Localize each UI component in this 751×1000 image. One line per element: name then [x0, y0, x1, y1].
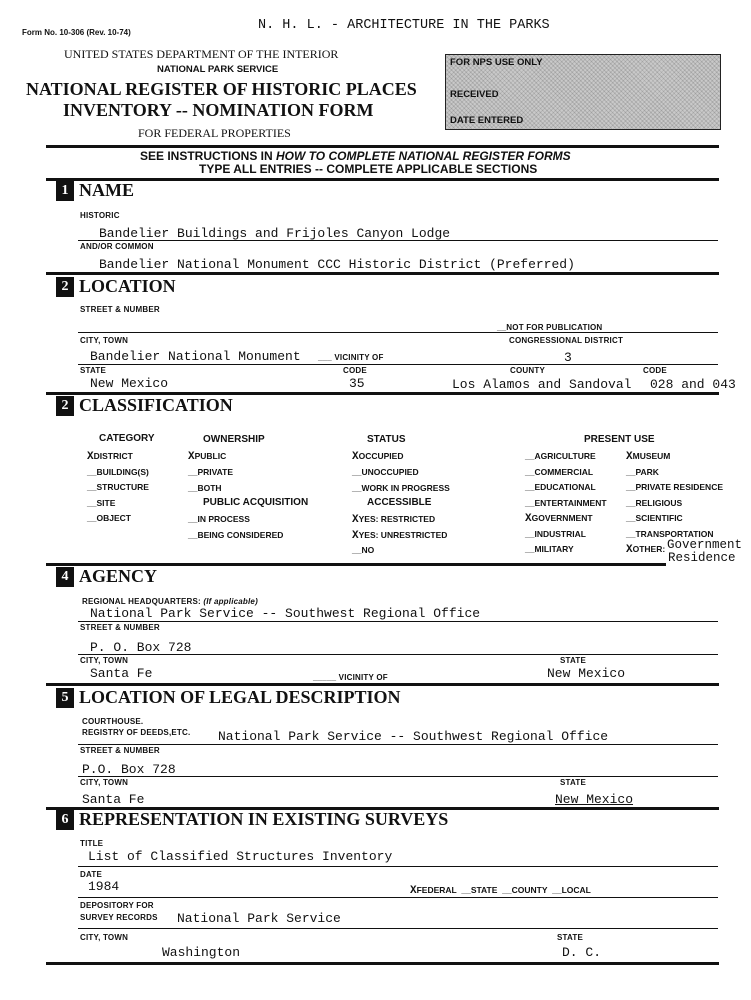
survey-title-label: TITLE [80, 839, 104, 848]
survey-level-options [410, 885, 591, 897]
city-line [78, 364, 718, 365]
checkbox-option[interactable] [626, 498, 682, 510]
checkbox-option[interactable] [87, 513, 131, 525]
depository-label-2: SURVEY RECORDS [80, 913, 158, 922]
agency-street-label: STREET & NUMBER [80, 623, 160, 632]
section-4-number: 4 [56, 567, 74, 587]
state-label: STATE [80, 366, 107, 375]
checkbox-blank: __ [525, 528, 535, 539]
public-acquisition-header: PUBLIC ACQUISITION [203, 497, 309, 508]
checkbox-mark: X [626, 544, 633, 556]
checkbox-option[interactable] [525, 529, 586, 541]
agency-city-value[interactable]: Santa Fe [90, 666, 153, 681]
checkbox-option[interactable] [352, 483, 450, 495]
checkbox-mark: X [525, 513, 532, 525]
checkbox-option[interactable] [525, 544, 574, 556]
checkbox-label: SCIENTIFIC [635, 513, 683, 523]
status-header: STATUS [367, 434, 406, 445]
checkbox-label: PARK [635, 466, 659, 477]
instructions-line-1 [140, 149, 571, 163]
county-option[interactable]: __COUNTY [499, 885, 548, 895]
checkbox-blank: __ [87, 497, 97, 508]
checkbox-option[interactable] [87, 467, 149, 479]
section-2-title: LOCATION [79, 276, 176, 296]
checkbox-label: YES: UNRESTRICTED [358, 529, 448, 540]
survey-state-value[interactable]: D. C. [562, 945, 602, 960]
regional-hq-text: REGIONAL HEADQUARTERS: [82, 597, 201, 606]
accessible-header: ACCESSIBLE [367, 497, 432, 508]
checkbox-label: YES: RESTRICTED [358, 514, 436, 524]
checkbox-blank: __ [87, 513, 97, 523]
checkbox-label: BEING CONSIDERED [197, 529, 284, 540]
checkbox-label: IN PROCESS [197, 514, 250, 524]
checkbox-label: OCCUPIED [358, 451, 404, 461]
checkbox-blank: __ [87, 466, 97, 477]
legal-street-line [78, 776, 718, 777]
local-option-label: LOCAL [561, 885, 591, 895]
other-use-value-1[interactable]: Government [667, 538, 743, 552]
section-4-bottom [46, 683, 719, 686]
section-3-title: CLASSIFICATION [79, 395, 233, 415]
typed-title: N. H. L. - ARCHITECTURE IN THE PARKS [258, 18, 550, 33]
checkbox-option[interactable] [87, 482, 149, 494]
checkbox-mark: X [188, 451, 195, 463]
legal-street-label: STREET & NUMBER [80, 746, 160, 755]
agency-street-value[interactable]: P. O. Box 728 [90, 640, 192, 655]
checkbox-blank: __ [188, 514, 198, 524]
code-label: CODE [343, 366, 367, 375]
checkbox-mark: X [352, 529, 359, 542]
section-5-number: 5 [56, 688, 74, 708]
regional-hq-note: (If applicable) [203, 597, 258, 606]
checkbox-blank: __ [87, 482, 97, 492]
checkbox-option[interactable] [188, 483, 222, 495]
checkbox-label: INDUSTRIAL [534, 528, 586, 539]
state-value[interactable]: New Mexico [90, 376, 169, 391]
checkbox-label: ENTERTAINMENT [534, 497, 607, 508]
county-code-label: CODE [643, 366, 667, 375]
agency-vicinity-blank[interactable]: _____ [313, 673, 339, 682]
checkbox-mark: X [352, 514, 359, 526]
checkbox-option[interactable] [525, 451, 596, 463]
checkbox-label: PUBLIC [194, 451, 227, 461]
checkbox-mark: X [352, 451, 359, 463]
section-3-number: 2 [56, 396, 74, 416]
code-value[interactable]: 35 [349, 376, 365, 391]
city-value[interactable]: Bandelier National Monument [90, 349, 301, 364]
form-title-2: INVENTORY -- NOMINATION FORM [63, 100, 374, 120]
survey-date-line [78, 897, 718, 898]
checkbox-label: OBJECT [96, 513, 131, 523]
courthouse-value[interactable]: National Park Service -- Southwest Regional Office [218, 729, 609, 744]
section-5-title: LOCATION OF LEGAL DESCRIPTION [79, 687, 401, 707]
legal-city-value[interactable]: Santa Fe [82, 792, 145, 807]
checkbox-option[interactable] [525, 482, 596, 494]
category-header: CATEGORY [99, 433, 155, 444]
regional-hq-value[interactable]: National Park Service -- Southwest Regional Office [90, 606, 481, 621]
checkbox-label: RELIGIOUS [635, 497, 683, 508]
checkbox-option[interactable] [188, 467, 233, 479]
vicinity-blank[interactable]: ___ [318, 353, 335, 362]
checkbox-label: SITE [96, 497, 116, 508]
congressional-label: CONGRESSIONAL DISTRICT [509, 336, 624, 345]
checkbox-option[interactable] [352, 514, 435, 526]
local-option[interactable]: __LOCAL [549, 885, 591, 895]
checkbox-blank: __ [352, 467, 362, 477]
agency-street-line [78, 654, 718, 655]
checkbox-blank: __ [626, 497, 636, 508]
survey-title-value[interactable]: List of Classified Structures Inventory [88, 849, 393, 864]
agency-vicinity-text: VICINITY OF [338, 673, 388, 682]
survey-state-label: STATE [557, 933, 584, 942]
not-for-publication[interactable]: __NOT FOR PUBLICATION [497, 323, 603, 332]
checkbox-label: COMMERCIAL [534, 466, 594, 477]
checkbox-blank: __ [188, 467, 198, 477]
legal-state-label: STATE [560, 778, 587, 787]
section-6-title: REPRESENTATION IN EXISTING SURVEYS [79, 809, 449, 829]
checkbox-mark: X [87, 451, 94, 463]
checkbox-option[interactable] [525, 467, 593, 479]
checkbox-blank: __ [352, 483, 362, 493]
checkbox-blank: __ [525, 544, 535, 554]
county-label: COUNTY [510, 366, 545, 375]
county-option-label: COUNTY [511, 885, 548, 895]
vicinity-label [318, 353, 384, 362]
checkbox-label: TRANSPORTATION [635, 528, 714, 539]
checkbox-option[interactable] [626, 544, 665, 556]
checkbox-label: UNOCCUPIED [361, 467, 419, 477]
form-number: Form No. 10-306 (Rev. 10-74) [22, 28, 131, 37]
checkbox-label: BOTH [197, 483, 222, 493]
legal-city-label: CITY, TOWN [80, 778, 129, 787]
common-value[interactable]: Bandelier National Monument CCC Historic District (Preferred) [99, 257, 575, 272]
survey-date-value[interactable]: 1984 [88, 879, 120, 894]
checkbox-option[interactable] [188, 530, 283, 542]
checkbox-blank: __ [626, 513, 636, 523]
checkbox-option[interactable] [626, 513, 683, 525]
courthouse-label-1: COURTHOUSE. [82, 717, 144, 726]
service: NATIONAL PARK SERVICE [157, 64, 279, 75]
courthouse-label-2: REGISTRY OF DEEDS,ETC. [82, 728, 191, 737]
checkbox-label: MUSEUM [632, 451, 671, 461]
section-1-title: NAME [79, 180, 134, 200]
checkbox-option[interactable] [188, 514, 250, 526]
county-code-value[interactable]: 028 and 043 [650, 377, 736, 392]
city-label: CITY, TOWN [80, 336, 129, 345]
checkbox-blank: __ [626, 466, 636, 477]
header-divider [46, 145, 719, 148]
section-6-number: 6 [56, 810, 74, 830]
checkbox-blank: __ [525, 451, 535, 461]
vicinity-text: VICINITY OF [334, 353, 384, 362]
checkbox-option[interactable] [352, 451, 403, 463]
federal-mark: X [410, 885, 417, 897]
checkbox-option[interactable] [525, 498, 607, 510]
depository-label-1: DEPOSITORY FOR [80, 901, 154, 910]
checkbox-blank: __ [352, 545, 362, 555]
nps-use-label: FOR NPS USE ONLY [450, 57, 543, 68]
checkbox-option[interactable] [87, 451, 133, 463]
checkbox-label: NO [361, 545, 375, 555]
checkbox-option[interactable] [525, 513, 593, 525]
ownership-header: OWNERSHIP [203, 434, 265, 445]
checkbox-label: WORK IN PROGRESS [361, 483, 450, 493]
agency-city-label: CITY, TOWN [80, 656, 129, 665]
other-use-value-2[interactable]: Residence [668, 551, 736, 565]
historic-line [78, 240, 718, 241]
agency-state-label: STATE [560, 656, 587, 665]
checkbox-option[interactable] [626, 451, 670, 463]
regional-hq-label [82, 597, 258, 606]
checkbox-label: AGRICULTURE [534, 451, 596, 461]
checkbox-label: EDUCATIONAL [534, 482, 596, 492]
instructions-form-name: HOW TO COMPLETE NATIONAL REGISTER FORMS [276, 149, 571, 163]
checkbox-option[interactable] [352, 545, 374, 557]
date-entered-label: DATE ENTERED [450, 115, 524, 126]
agency-state-value[interactable]: New Mexico [547, 666, 626, 681]
checkbox-blank: __ [525, 497, 535, 508]
section-1-number: 1 [56, 181, 74, 201]
street-label: STREET & NUMBER [80, 305, 160, 314]
checkbox-option[interactable] [626, 482, 723, 494]
form-subtitle: FOR FEDERAL PROPERTIES [138, 126, 291, 140]
instructions-prefix: SEE INSTRUCTIONS IN [140, 149, 277, 163]
section-4-title: AGENCY [79, 566, 158, 586]
survey-city-label: CITY, TOWN [80, 933, 129, 942]
congressional-value[interactable]: 3 [564, 350, 572, 365]
courthouse-line [78, 744, 718, 745]
state-option-label: STATE [470, 885, 498, 895]
checkbox-blank: __ [188, 483, 198, 493]
section-1-bottom [46, 272, 719, 275]
checkbox-mark: X [626, 451, 633, 463]
instructions-line-2: TYPE ALL ENTRIES -- COMPLETE APPLICABLE SECTIONS [199, 162, 538, 176]
legal-street-value[interactable]: P.O. Box 728 [82, 762, 176, 777]
federal-label: FEDERAL [416, 885, 457, 895]
historic-label: HISTORIC [80, 211, 120, 220]
common-label: AND/OR COMMON [80, 242, 154, 251]
hq-line [78, 621, 718, 622]
county-value[interactable]: Los Alamos and Sandoval [452, 377, 632, 392]
checkbox-label: BUILDING(S) [96, 466, 149, 477]
checkbox-label: PRIVATE [197, 467, 234, 477]
checkbox-blank: __ [626, 528, 636, 539]
survey-title-line [78, 866, 718, 867]
agency-vicinity-label [313, 673, 388, 682]
checkbox-label: DISTRICT [93, 451, 133, 461]
checkbox-blank: __ [525, 466, 535, 477]
instructions-divider [46, 178, 719, 181]
section-6-bottom [46, 962, 719, 965]
section-2-number: 2 [56, 277, 74, 297]
depository-value[interactable]: National Park Service [177, 911, 341, 926]
survey-city-value[interactable]: Washington [162, 945, 241, 960]
legal-state-value[interactable]: New Mexico [555, 792, 634, 807]
depository-line [78, 928, 718, 929]
checkbox-option[interactable] [87, 498, 115, 510]
present-use-header: PRESENT USE [584, 434, 655, 445]
checkbox-blank: __ [626, 482, 636, 492]
nps-use-only-box [445, 54, 721, 130]
checkbox-blank: __ [188, 529, 198, 540]
department: UNITED STATES DEPARTMENT OF THE INTERIOR [64, 47, 339, 61]
checkbox-option[interactable] [352, 530, 447, 542]
checkbox-option[interactable] [626, 467, 659, 479]
street-line [78, 332, 718, 333]
received-label: RECEIVED [450, 89, 499, 100]
historic-value[interactable]: Bandelier Buildings and Frijoles Canyon Lodge [99, 226, 451, 241]
checkbox-label: GOVERNMENT [531, 513, 593, 523]
checkbox-label: STRUCTURE [96, 482, 149, 492]
checkbox-blank: __ [525, 482, 535, 492]
checkbox-label: MILITARY [534, 544, 574, 554]
federal-option[interactable] [410, 885, 457, 895]
checkbox-label: OTHER: [632, 544, 666, 554]
survey-date-label: DATE [80, 870, 102, 879]
checkbox-option[interactable] [188, 451, 226, 463]
checkbox-option[interactable] [352, 467, 419, 479]
state-option[interactable]: __STATE [458, 885, 498, 895]
checkbox-label: PRIVATE RESIDENCE [635, 482, 724, 492]
form-title-1: NATIONAL REGISTER OF HISTORIC PLACES [26, 79, 417, 99]
